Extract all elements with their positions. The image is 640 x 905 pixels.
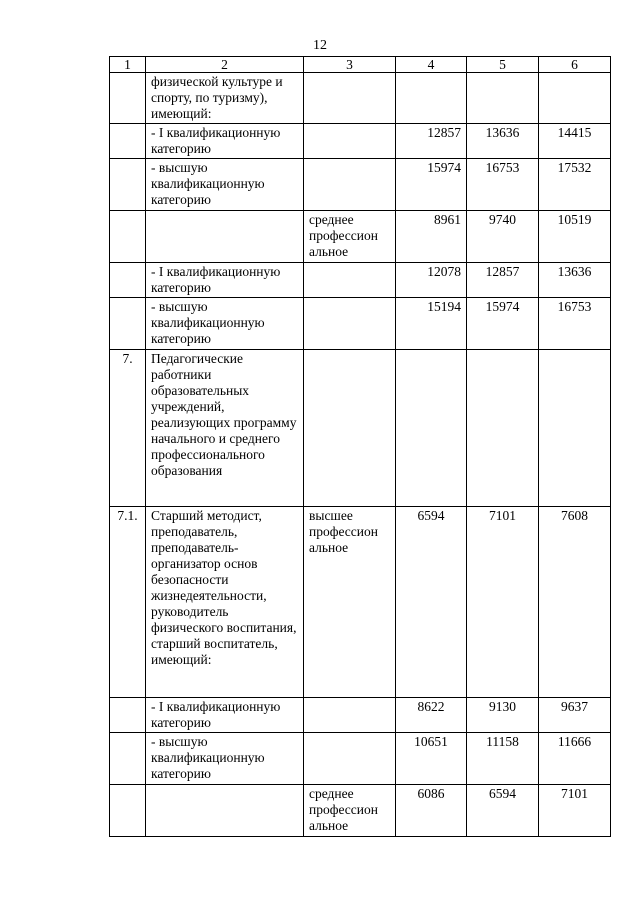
row-name: - высшую квалификационную категорию — [146, 298, 304, 350]
row-value: 6594 — [467, 785, 539, 837]
salary-table — [109, 56, 611, 837]
row-value: 7608 — [539, 507, 611, 698]
row-name: Педагогические работники образовательных учреждений, реализующих программу начального и среднего профессионального образования — [146, 350, 304, 507]
table-row — [110, 211, 611, 263]
row-value: 8961 — [396, 211, 467, 263]
row-value: 15194 — [396, 298, 467, 350]
header-cell: 4 — [396, 57, 467, 73]
table-row — [110, 350, 611, 507]
header-cell: 6 — [539, 57, 611, 73]
row-value: 7101 — [539, 785, 611, 837]
table-row — [110, 785, 611, 837]
row-value — [467, 350, 539, 507]
row-value: 9740 — [467, 211, 539, 263]
row-value — [396, 350, 467, 507]
row-number — [110, 73, 146, 124]
row-value — [539, 73, 611, 124]
row-value: 7101 — [467, 507, 539, 698]
row-name: физической культуре и спорту, по туризму), имеющий: — [146, 73, 304, 124]
row-value: 10519 — [539, 211, 611, 263]
header-cell: 2 — [146, 57, 304, 73]
table-row — [110, 124, 611, 159]
row-number: 7.1. — [110, 507, 146, 698]
row-education: среднее профессион альное — [304, 211, 396, 263]
row-number — [110, 211, 146, 263]
row-value — [396, 73, 467, 124]
row-education — [304, 124, 396, 159]
row-name — [146, 211, 304, 263]
row-education — [304, 263, 396, 298]
row-value: 15974 — [467, 298, 539, 350]
row-education — [304, 733, 396, 785]
row-value: 12857 — [467, 263, 539, 298]
row-name: Старший методист, преподаватель, преподаватель-организатор основ безопасности жизнедеятельности, руководитель физического воспитания, старший воспитатель, имеющий: — [146, 507, 304, 698]
row-name: - I квалификационную категорию — [146, 124, 304, 159]
row-number — [110, 298, 146, 350]
table-row — [110, 73, 611, 124]
row-value — [539, 350, 611, 507]
row-value: 9637 — [539, 698, 611, 733]
row-name: - высшую квалификационную категорию — [146, 733, 304, 785]
table-row — [110, 263, 611, 298]
row-value: 16753 — [539, 298, 611, 350]
row-number: 7. — [110, 350, 146, 507]
row-number — [110, 698, 146, 733]
row-name: - I квалификационную категорию — [146, 263, 304, 298]
row-value: 15974 — [396, 159, 467, 211]
row-number — [110, 733, 146, 785]
row-number — [110, 785, 146, 837]
page-number: 12 — [313, 38, 327, 53]
row-value: 17532 — [539, 159, 611, 211]
row-education — [304, 73, 396, 124]
row-education — [304, 298, 396, 350]
row-number — [110, 263, 146, 298]
table-header-row — [110, 57, 611, 73]
header-cell: 1 — [110, 57, 146, 73]
row-value: 6086 — [396, 785, 467, 837]
table-row — [110, 159, 611, 211]
row-number — [110, 159, 146, 211]
row-value: 13636 — [467, 124, 539, 159]
row-name: - I квалификационную категорию — [146, 698, 304, 733]
row-value: 6594 — [396, 507, 467, 698]
row-value: 8622 — [396, 698, 467, 733]
row-education: среднее профессион альное — [304, 785, 396, 837]
row-value: 11158 — [467, 733, 539, 785]
row-education: высшее профессион альное — [304, 507, 396, 698]
row-value: 14415 — [539, 124, 611, 159]
table-row — [110, 733, 611, 785]
row-value: 9130 — [467, 698, 539, 733]
row-education — [304, 159, 396, 211]
header-cell: 3 — [304, 57, 396, 73]
row-education — [304, 698, 396, 733]
row-value: 11666 — [539, 733, 611, 785]
header-cell: 5 — [467, 57, 539, 73]
row-value: 12857 — [396, 124, 467, 159]
table-row — [110, 507, 611, 698]
row-value: 10651 — [396, 733, 467, 785]
row-education — [304, 350, 396, 507]
row-value — [467, 73, 539, 124]
row-number — [110, 124, 146, 159]
table-row — [110, 298, 611, 350]
row-value: 12078 — [396, 263, 467, 298]
row-name — [146, 785, 304, 837]
row-value: 13636 — [539, 263, 611, 298]
row-name: - высшую квалификационную категорию — [146, 159, 304, 211]
table-row — [110, 698, 611, 733]
row-value: 16753 — [467, 159, 539, 211]
